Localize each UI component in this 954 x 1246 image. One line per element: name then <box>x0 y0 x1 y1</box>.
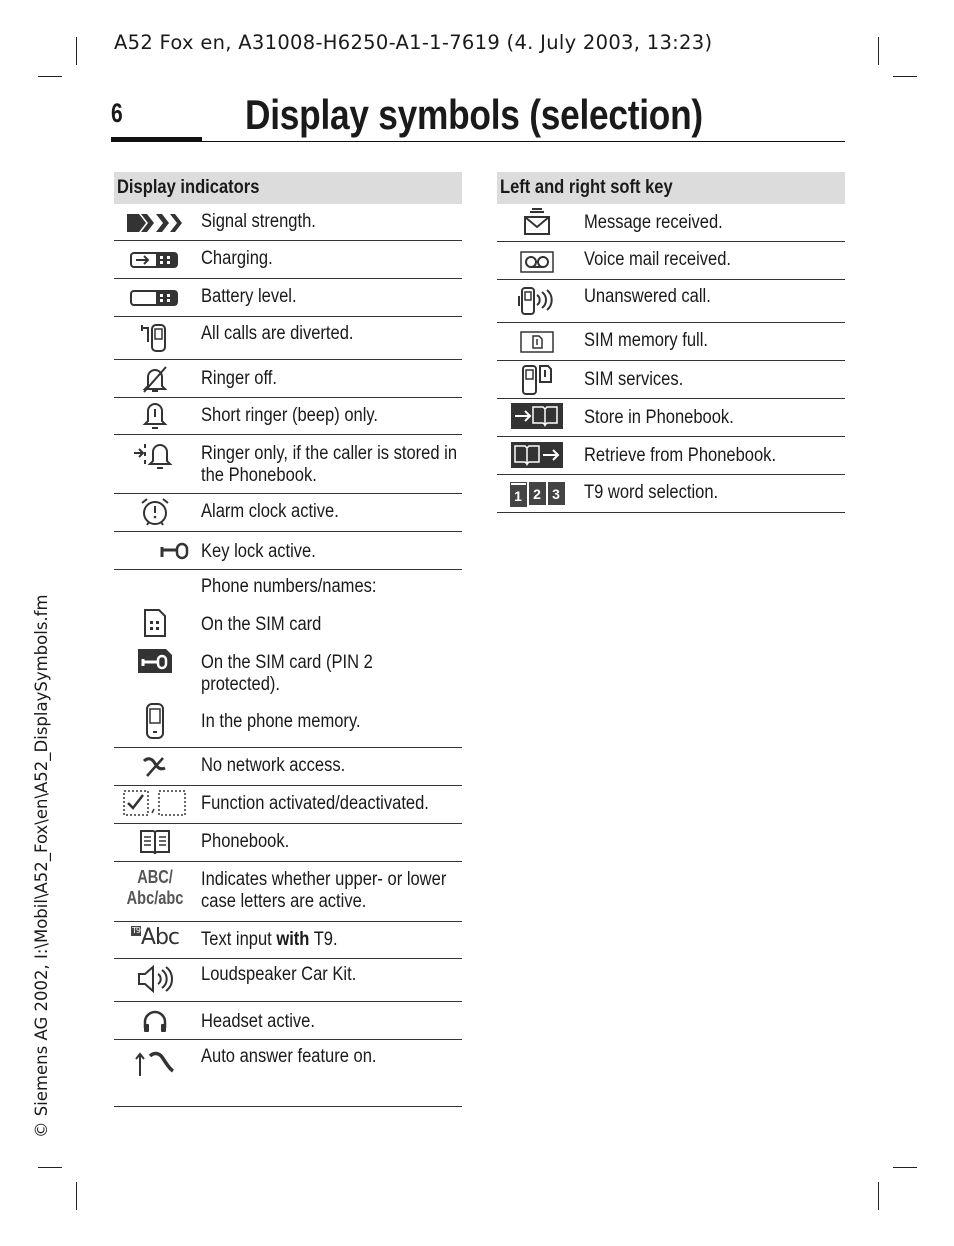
row-text: Charging. <box>201 248 273 269</box>
table-row <box>114 748 462 786</box>
crop-mark <box>878 1182 879 1210</box>
row-text: SIM memory full. <box>584 330 709 351</box>
table-row-group <box>114 570 462 748</box>
table-row <box>114 494 462 532</box>
table-row <box>497 437 845 475</box>
t9-abc-text: Abc <box>140 925 180 950</box>
table-row <box>114 279 462 317</box>
row-text: Indicates whether upper- or lower case letters are active. <box>201 869 447 912</box>
sim-card-pin2-icon <box>114 648 196 674</box>
table-row <box>114 862 462 922</box>
headset-icon <box>114 1010 196 1034</box>
crop-mark <box>878 37 879 65</box>
soft-key-table <box>497 172 845 513</box>
page-title: Display symbols (selection) <box>245 91 703 138</box>
table-row <box>497 399 845 437</box>
charging-icon <box>114 252 196 268</box>
display-indicators-table <box>114 172 462 1107</box>
crop-mark <box>38 76 62 77</box>
sim-services-icon <box>496 364 578 396</box>
table-row <box>114 241 462 279</box>
alarm-clock-icon <box>114 497 196 527</box>
row-text: Function activated/deactivated. <box>201 793 429 814</box>
row-text-suffix: T9. <box>309 929 338 950</box>
row-text: No network access. <box>201 755 346 776</box>
signal-strength-icon <box>114 212 196 234</box>
table-row <box>114 532 462 570</box>
crop-mark <box>76 1182 77 1210</box>
sim-card-icon <box>114 608 196 638</box>
row-text-bold: with <box>276 929 310 950</box>
row-text-prefix: Text input <box>201 929 277 950</box>
side-file-path: © Siemens AG 2002, I:\Mobil\A52_Fox\en\A52_DisplaySymbols.fm <box>32 594 51 1138</box>
row-text: SIM services. <box>584 369 684 390</box>
phonebook-icon <box>114 828 196 856</box>
auto-answer-icon <box>114 1050 196 1078</box>
row-text: Phone numbers/names: <box>201 576 377 597</box>
row-text: T9 word selection. <box>584 482 719 503</box>
row-text: Voice mail received. <box>584 249 732 270</box>
row-text: Short ringer (beep) only. <box>201 405 379 426</box>
crop-mark <box>893 76 917 77</box>
message-received-icon <box>496 208 578 236</box>
table-row <box>497 242 845 280</box>
table-row <box>114 1002 462 1040</box>
row-text: On the SIM card <box>201 614 322 635</box>
table-row <box>114 360 462 398</box>
title-rule <box>111 141 845 142</box>
table-row <box>114 1040 462 1107</box>
table-row <box>114 435 462 494</box>
sim-memory-full-icon <box>496 331 578 353</box>
table-row <box>114 922 462 959</box>
ringer-stored-caller-icon <box>114 441 196 471</box>
crop-mark <box>38 1167 62 1168</box>
row-text: All calls are diverted. <box>201 323 354 344</box>
store-phonebook-icon <box>496 403 578 429</box>
row-text: Phonebook. <box>201 831 290 852</box>
row-text: Loudspeaker Car Kit. <box>201 964 357 985</box>
table-row <box>114 204 462 241</box>
row-text: Alarm clock active. <box>201 501 339 522</box>
row-text: Retrieve from Phonebook. <box>584 445 777 466</box>
voice-mail-icon <box>496 251 578 273</box>
row-text: Key lock active. <box>201 541 316 562</box>
no-network-icon <box>114 754 196 778</box>
table-row <box>497 280 845 323</box>
row-text: Unanswered call. <box>584 286 711 307</box>
row-text: Message received. <box>584 212 723 233</box>
short-ringer-icon <box>114 401 196 431</box>
ringer-off-icon <box>114 364 196 394</box>
row-text: Battery level. <box>201 286 297 307</box>
retrieve-phonebook-icon <box>496 442 578 468</box>
table-heading: Display indicators <box>114 172 462 204</box>
t9-digit: 1 <box>511 483 526 506</box>
calls-diverted-icon <box>114 323 196 353</box>
document-header-line: A52 Fox en, A31008-H6250-A1-1-7619 (4. July 2003, 13:23) <box>114 31 713 54</box>
case-indicator <box>114 867 196 909</box>
table-row <box>497 361 845 399</box>
table-row <box>114 786 462 824</box>
unanswered-call-icon <box>495 286 577 316</box>
row-text: On the SIM card (PIN 2 protected). <box>201 652 373 695</box>
table-row <box>497 323 845 361</box>
crop-mark <box>76 37 77 65</box>
t9-text-input-icon <box>114 926 196 950</box>
table-row <box>497 475 845 513</box>
t9-digit: 3 <box>549 483 564 504</box>
t9-word-selection-icon <box>496 483 578 506</box>
row-text: In the phone memory. <box>201 711 361 732</box>
case-indicator-mixed: Abc/abc <box>126 888 184 908</box>
phone-memory-icon <box>114 702 196 740</box>
page-number: 6 <box>111 98 123 128</box>
row-text: Signal strength. <box>201 211 316 232</box>
t9-badge: T9 <box>131 926 140 935</box>
loudspeaker-icon <box>114 963 196 995</box>
row-text: Ringer off. <box>201 368 277 389</box>
table-row <box>497 204 845 242</box>
battery-level-icon <box>114 290 196 306</box>
row-text: Auto answer feature on. <box>201 1046 377 1067</box>
row-text: Headset active. <box>201 1011 315 1032</box>
table-row <box>114 824 462 862</box>
crop-mark <box>893 1167 917 1168</box>
row-text: Store in Phonebook. <box>584 407 734 428</box>
case-indicator-upper: ABC/ <box>137 867 173 887</box>
table-row <box>114 317 462 360</box>
row-text: Ringer only, if the caller is stored in the Phonebook. <box>201 443 458 486</box>
table-row <box>114 398 462 435</box>
table-heading: Left and right soft key <box>497 172 845 204</box>
function-toggle-icon <box>114 789 196 817</box>
t9-digit: 2 <box>530 483 545 504</box>
table-row <box>114 959 462 1002</box>
